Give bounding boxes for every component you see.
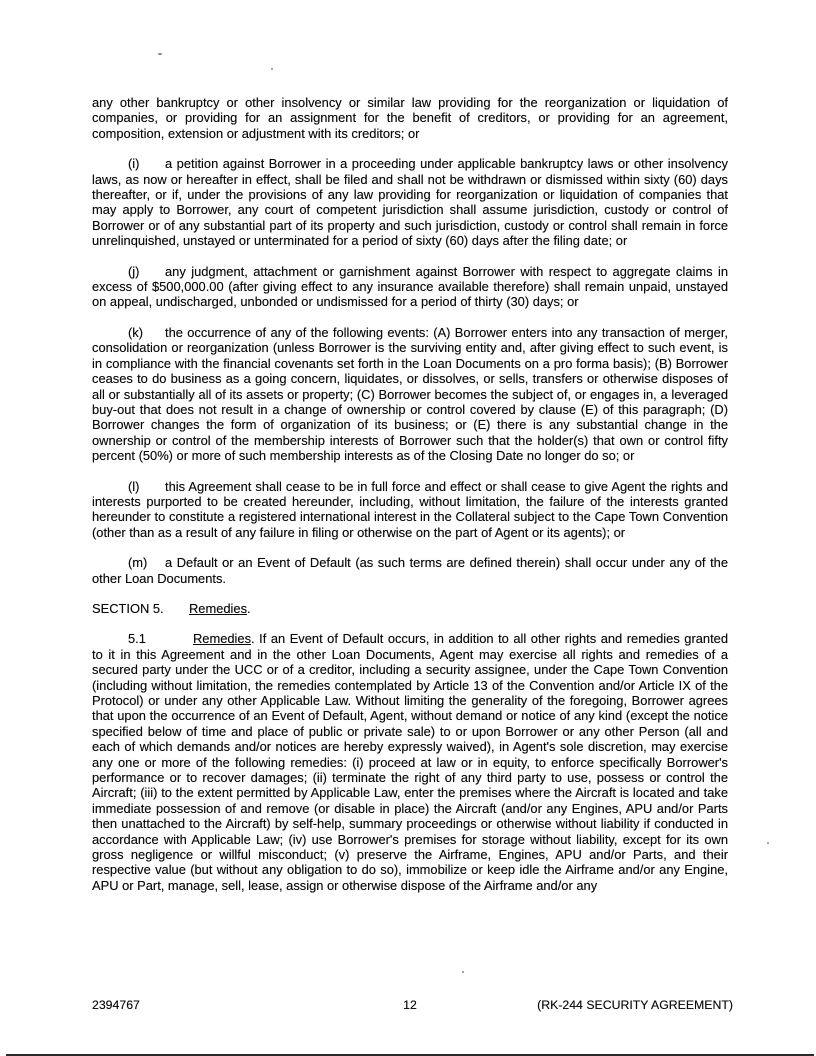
clause-text: any judgment, attachment or garnishment against Borrower with respect to aggregate claims in excess of $500,000.00 (after giving effect to any insurance available therefore) shall remain unpaid, unstayed on appeal, undischarged, unbonded or undismissed for a period of thirty (30) days; or <box>92 263 728 310</box>
clause-text: the occurrence of any of the following events: (A) Borrower enters into any transaction of merger, consolidation or reorganization (unless Borrower is the surviving entity and, after giving effect to such event, is in compliance with the financial covenants set forth in the Loan Documents on a pro forma basis); (B) Borrower ceases to do business as a going concern, liquidates, or dissolves, or sells, transfers or otherwise disposes of all or substantially all of its assets or property; (C) Borrower becomes the subject of, or engages in, a leveraged buy-out that does not result in a change of ownership or control covered by clause (E) of this paragraph; (D) Borrower changes the form of organization of its business; or (E) there is any substantial change in the ownership or control of the membership interests of Borrower such that the holder(s) that own or control fifty percent (50%) or more of such membership interests as of the Closing Date no longer do so; or <box>92 324 728 464</box>
clause-label: (l) <box>128 478 140 494</box>
clause-j <box>92 264 728 310</box>
subsection-title-period: . <box>251 631 255 647</box>
scan-speck <box>271 68 273 70</box>
clause-text: this Agreement shall cease to be in full force and effect or shall cease to give Agent the rights and interests purported to be created hereunder, including, without limitation, the failure of the interests granted hereunder to constitute a registered international interest in the Collateral subject to the Cape Town Convention (other than as a result of any failure in filing or otherwise on the part of Agent or its agents); or <box>92 478 728 540</box>
footer-doc-number: 2394767 <box>92 998 140 1012</box>
clause-label: (i) <box>128 156 140 172</box>
subsection-5-1 <box>92 631 728 893</box>
subsection-text: If an Event of Default occurs, in addition to all other rights and remedies granted to it in this Agreement and in the other Loan Documents, Agent may exercise all rights and remedies of a secured party under the UCC or of a creditor, including a security assignee, under the Cape Town Convention (including without limitation, the remedies contemplated by Article 13 of the Convention and/or Article IX of the Protocol) or under any other Applicable Law. Without limiting the generality of the foregoing, Borrower agrees that upon the occurrence of an Event of Default, Agent, without demand or notice of any kind (except the notice specified below of time and place of public or private sale) to or upon Borrower or any other Person (all and each of which demands and/or notices are hereby expressly waived), in Agent's sole discretion, may exercise any one or more of the following remedies: (i) proceed at law or in equity, to enforce specifically Borrower's performance or to recover damages; (ii) terminate the right of any third party to use, possess or control the Aircraft; (iii) to the extent permitted by Applicable Law, enter the premises where the Aircraft is located and take immediate possession of and remove (or disable in place) the Aircraft (and/or any Engines, APU and/or Parts then unattached to the Aircraft) by self-help, summary proceedings or otherwise without liability if conducted in accordance with Applicable Law; (iv) use Borrower's premises for storage without liability, except for its own gross negligence or willful misconduct; (v) preserve the Airframe, Engines, APU and/or Parts, and their respective value (but without any obligation to do so), immobilize or keep idle the Airframe and/or any Engine, APU or Part, manage, sell, lease, assign or otherwise dispose of the Airframe and/or any <box>92 631 728 893</box>
clause-i <box>92 156 728 248</box>
clause-label: (j) <box>128 263 140 279</box>
footer-doc-tag: (RK-244 SECURITY AGREEMENT) <box>537 998 733 1012</box>
section-number: SECTION 5. <box>92 600 164 616</box>
footer-page-number: 12 <box>403 998 417 1012</box>
section-title-period: . <box>247 600 251 616</box>
clause-text: a Default or an Event of Default (as such terms are defined therein) shall occur under any of the other Loan Documents. <box>92 555 728 586</box>
clause-label: (k) <box>128 324 144 340</box>
section-heading <box>92 601 728 616</box>
scan-speck <box>462 971 464 973</box>
scan-speck <box>767 842 769 844</box>
document-body <box>92 95 728 908</box>
clause-text: a petition against Borrower in a proceeding under applicable bankruptcy laws or other insolvency laws, as now or hereafter in effect, shall be filed and shall not be withdrawn or dismissed within sixty (60) days thereafter, or if, under the provisions of any law providing for reorganization or liquidation of companies that may apply to Borrower, any court of competent jurisdiction shall assume jurisdiction, custody or control of Borrower or of any substantial part of its property and such jurisdiction, custody or control shall remain in force unrelinquished, unstayed or unterminated for a period of sixty (60) days after the filing date; or <box>92 156 728 249</box>
subsection-title: Remedies <box>193 631 252 647</box>
paragraph-intro-continuation: any other bankruptcy or other insolvency or similar law providing for the reorganization or liquidation of companies, or providing for an assignment for the benefit of creditors, or providing for an agreement, composition, extension or adjustment with its creditors; or <box>92 95 728 141</box>
clause-m <box>92 555 728 586</box>
section-title: Remedies <box>189 600 248 616</box>
clause-l <box>92 479 728 541</box>
scan-speck <box>158 53 162 55</box>
clause-k <box>92 325 728 464</box>
subsection-number: 5.1 <box>128 631 146 647</box>
clause-label: (m) <box>128 555 148 571</box>
